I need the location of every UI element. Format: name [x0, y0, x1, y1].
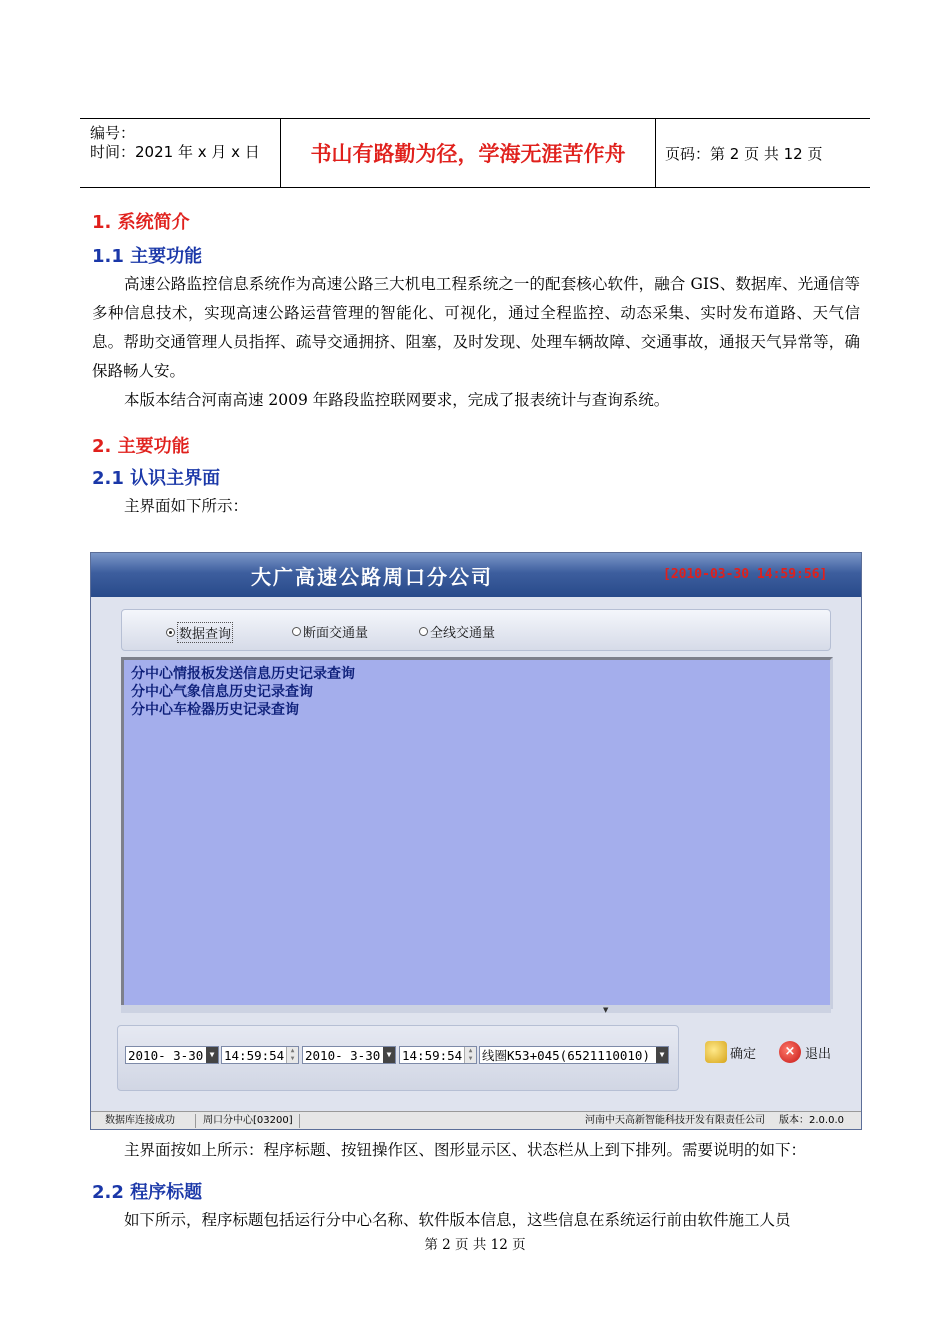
splitter-handle[interactable] [121, 1005, 831, 1013]
option-label: 数据查询 [177, 622, 233, 643]
ok-button-label: 确定 [730, 1046, 757, 1062]
dropdown-arrow-icon[interactable]: ▼ [656, 1047, 668, 1063]
query-list[interactable] [121, 657, 833, 1009]
radio-selected-icon [166, 628, 175, 637]
location-select[interactable] [479, 1046, 669, 1064]
start-date-picker[interactable] [125, 1046, 219, 1064]
end-time-field[interactable] [399, 1046, 477, 1064]
start-time-value: 14:59:54 [224, 1048, 285, 1063]
header-right-cell [655, 119, 870, 187]
option-label: 断面交通量 [303, 626, 369, 641]
exit-button[interactable] [779, 1041, 831, 1063]
paragraph-title-desc: 如下所示，程序标题包括运行分中心名称、软件版本信息，这些信息在系统运行前由软件施工人员 [124, 1211, 791, 1229]
option-bar [121, 609, 831, 651]
app-clock: [2010-03-30 14:59:56] [663, 567, 828, 582]
page-footer: 第 2 页 共 12 页 [424, 1237, 526, 1253]
paragraph-intro: 高速公路监控信息系统作为高速公路三大机电工程系统之一的配套核心软件，融合 GIS、数据库、光通信等多种信息技术，实现高速公路运营管理的智能化、可视化，通过全程监控、动态采集、实时发布道路、天气信息。帮助交通管理人员指挥、疏导交通拥挤、阻塞，及时发现、处理车辆故障、交通事故，通报天气异常等，确保路畅人安。 [92, 275, 860, 380]
heading-1: 1. 系统简介 [92, 212, 190, 233]
list-item[interactable]: 分中心情报板发送信息历史记录查询 [131, 666, 355, 682]
confirm-icon [705, 1041, 727, 1063]
location-value: 线圈K53+045(6521110010) [482, 1048, 650, 1063]
app-window [90, 552, 862, 1130]
spinner-icon[interactable]: ▲ ▼ [464, 1047, 476, 1063]
option-data-query[interactable] [166, 622, 233, 643]
status-divider [195, 1114, 196, 1128]
status-version: 版本：2.0.0.0 [779, 1115, 844, 1126]
status-db: 数据库连接成功 [105, 1115, 175, 1126]
radio-icon [419, 627, 428, 636]
status-center: 周口分中心[03200] [203, 1115, 293, 1126]
spinner-icon[interactable]: ▲ ▼ [286, 1047, 298, 1063]
list-item[interactable]: 分中心车检器历史记录查询 [131, 702, 299, 718]
paragraph-version: 本版本结合河南高速 2009 年路段监控联网要求，完成了报表统计与查询系统。 [124, 391, 670, 409]
dropdown-arrow-icon[interactable]: ▼ [206, 1047, 218, 1063]
page-info: 页码：第 2 页 共 12 页 [665, 144, 823, 163]
motto: 书山有路勤为径，学海无涯苦作舟 [310, 142, 626, 166]
dropdown-arrow-icon[interactable]: ▼ [383, 1047, 395, 1063]
end-time-value: 14:59:54 [402, 1048, 463, 1063]
exit-button-label: 退出 [805, 1046, 832, 1062]
app-title: 大广高速公路周口分公司 [251, 565, 493, 589]
ok-button[interactable] [705, 1041, 756, 1063]
document-header [80, 118, 870, 188]
option-full-line-traffic[interactable] [419, 622, 495, 641]
status-divider [299, 1114, 300, 1128]
option-label: 全线交通量 [430, 626, 496, 641]
close-icon: × [779, 1041, 801, 1063]
chevron-down-icon: ▼ [603, 1006, 609, 1014]
heading-2: 2. 主要功能 [92, 436, 190, 457]
start-time-field[interactable] [221, 1046, 299, 1064]
paragraph-layout-desc: 主界面按如上所示：程序标题、按钮操作区、图形显示区、状态栏从上到下排列。需要说明的如下： [124, 1141, 807, 1159]
paragraph-main-ui: 主界面如下所示： [124, 497, 249, 515]
heading-2-2: 2.2 程序标题 [92, 1182, 203, 1203]
end-date-value: 2010- 3-30 [305, 1048, 381, 1063]
start-date-value: 2010- 3-30 [128, 1048, 204, 1063]
filter-panel [117, 1025, 679, 1091]
app-titlebar [91, 553, 861, 597]
status-bar [91, 1111, 861, 1130]
status-company: 河南中天高新智能科技开发有限责任公司 [585, 1115, 765, 1126]
radio-icon [292, 627, 301, 636]
serial-label: 编号： [90, 124, 136, 142]
heading-1-1: 1.1 主要功能 [92, 246, 203, 267]
header-center-cell [280, 119, 656, 187]
time-label: 时间：2021 年 x 月 x 日 [90, 143, 260, 161]
end-date-picker[interactable] [302, 1046, 396, 1064]
heading-2-1: 2.1 认识主界面 [92, 468, 221, 489]
option-section-traffic[interactable] [292, 622, 368, 641]
header-left-cell [80, 119, 280, 187]
list-item[interactable]: 分中心气象信息历史记录查询 [131, 684, 313, 700]
